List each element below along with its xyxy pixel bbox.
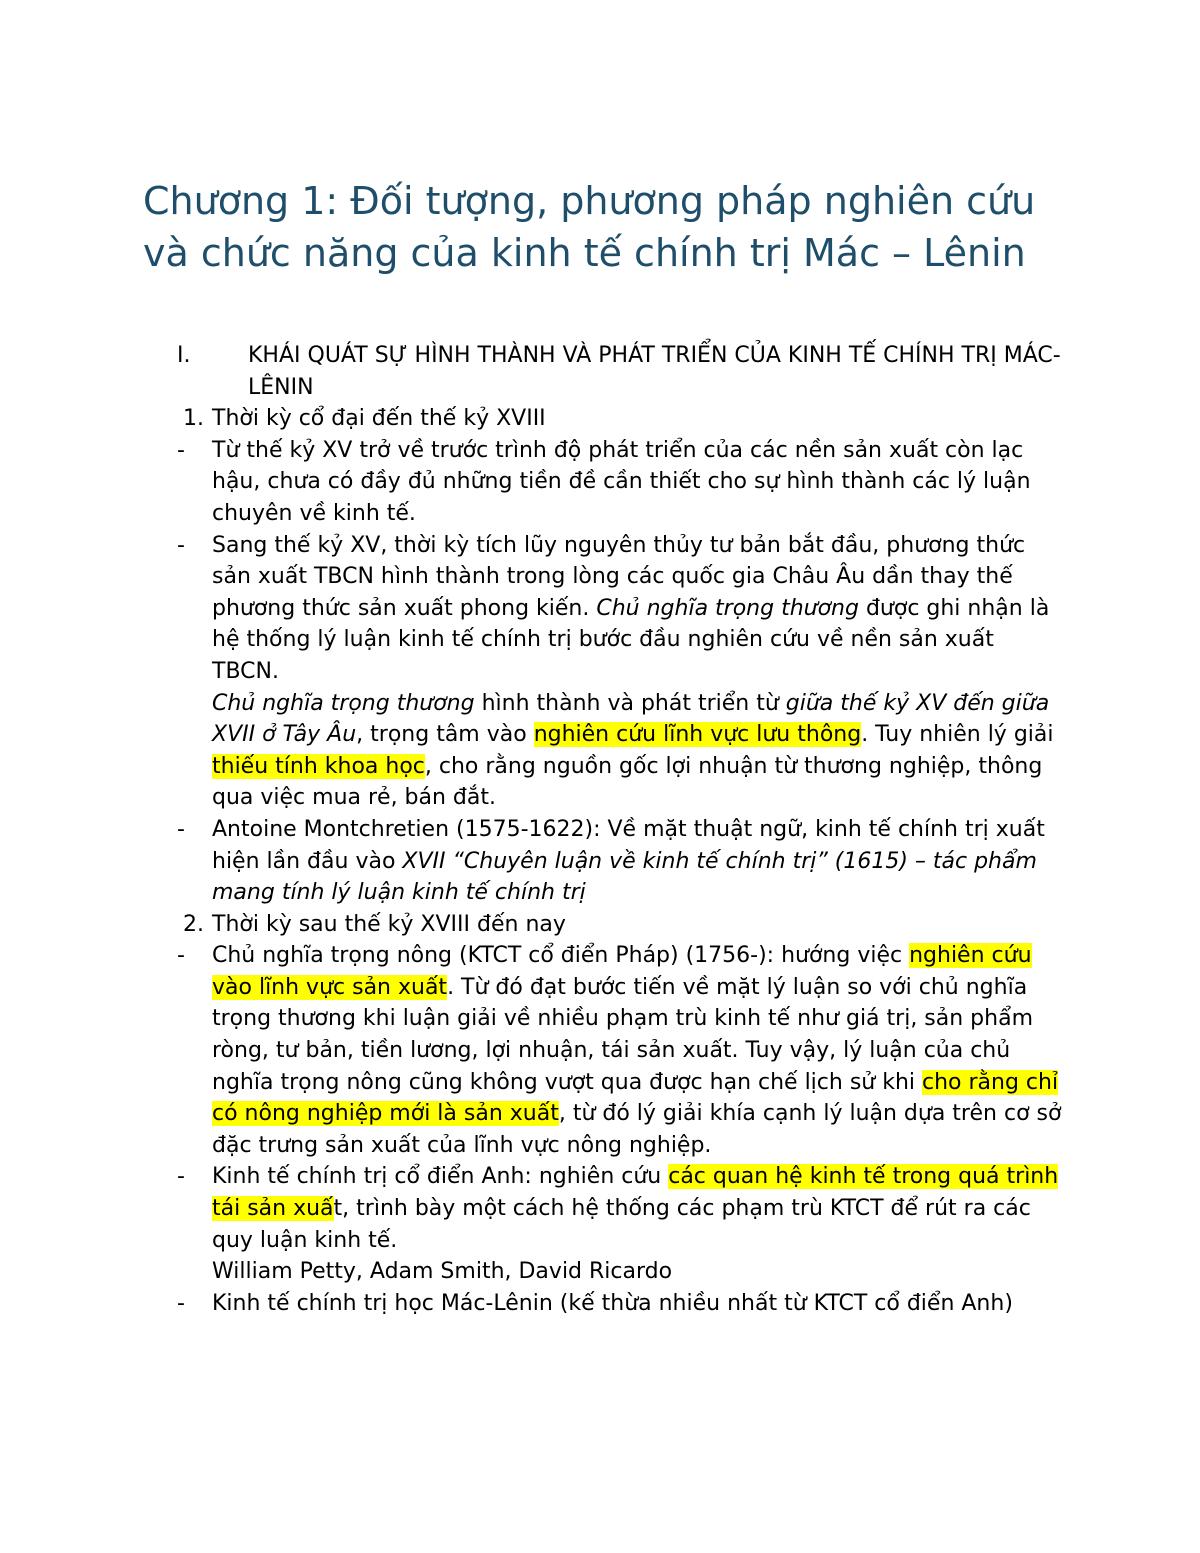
section-heading-1 bbox=[0, 340, 1200, 403]
dash-bullet: - bbox=[177, 816, 185, 842]
highlighted-text: các quan hệ kinh tế trong quá trình tái sản xuấ bbox=[212, 1164, 1059, 1222]
dash-bullet: - bbox=[177, 532, 185, 558]
bullet-text: Kinh tế chính trị học Mác-Lênin (kế thừa nhiều nhất từ KTCT cổ điển Anh) bbox=[212, 1290, 1013, 1316]
bullet-text bbox=[212, 1161, 1062, 1256]
text-run: , từ đó lý giải khía cạnh lý luận dựa trên cơ sở đặc trưng sản xuất của lĩnh vực nông nghiệp. bbox=[212, 1101, 1062, 1158]
italic-term: Chủ nghĩa trọng thương bbox=[212, 690, 475, 716]
bullet-text bbox=[212, 940, 1062, 1161]
text-run: được ghi nhận là hệ thống lý luận kinh tế chính trị bước đầu nghiên cứu về nền sản xuất TBCN. bbox=[212, 595, 1050, 684]
numbered-item-text: Thời kỳ sau thế kỷ XVIII đến nay bbox=[212, 911, 566, 937]
highlighted-text: cho rằng chỉ có nông nghiệp mới là sản xuất bbox=[212, 1069, 1059, 1127]
highlighted-text: nghiên cứu vào lĩnh vực sản xuất bbox=[212, 943, 1032, 1000]
bullet-text: Từ thế kỷ XV trở về trước trình độ phát triển của các nền sản xuất còn lạc hậu, chưa có đầy đủ những tiền đề cần thiết cho sự hình thành các lý luận chuyên về kinh tế. bbox=[212, 437, 1031, 526]
italic-term: XVII “Chuyên luận về kinh tế chính trị” (1615) – tác phẩm mang tính lý luận kinh tế chính trị bbox=[212, 848, 1037, 906]
continuation-paragraph bbox=[0, 1256, 1200, 1288]
highlighted-text: thiếu tính khoa học bbox=[212, 753, 425, 779]
section-heading-text: KHÁI QUÁT SỰ HÌNH THÀNH VÀ PHÁT TRIỂN CỦA KINH TẾ CHÍNH TRỊ MÁC-LÊNIN bbox=[248, 343, 1061, 400]
text-run: Kinh tế chính trị cổ điển Anh: nghiên cứu bbox=[212, 1164, 669, 1190]
text-run: , trọng tâm vào bbox=[356, 722, 534, 748]
dash-bullet: - bbox=[177, 943, 185, 969]
document-body bbox=[0, 340, 1200, 1319]
page-title: Chương 1: Đối tượng, phương pháp nghiên cứu và chức năng của kinh tế chính trị Mác – Lênin bbox=[143, 179, 1036, 275]
text-run: Antoine Montchretien (1575-1622): Về mặt thuật ngữ, kinh tế chính trị xuất hiện lần đầu vào bbox=[212, 816, 1045, 874]
text-run: . Tuy nhiên lý giải bbox=[861, 722, 1054, 748]
numbered-item-2 bbox=[0, 909, 1200, 941]
numbered-item-1 bbox=[0, 403, 1200, 435]
numbered-item-text: Thời kỳ cổ đại đến thế kỷ XVIII bbox=[212, 406, 546, 432]
text-run: t, trình bày một cách hệ thống các phạm trù KTCT để rút ra các quy luận kinh tế. bbox=[212, 1196, 1031, 1253]
text-run: . Từ đó đạt bước tiến về mặt lý luận so với chủ nghĩa trọng thương khi luận giải về nhiều phạm trù kinh tế như giá trị, sản phẩm ròng, tư bản, tiền lương, lợi nhuận, tái sản xuất. Tuy vậy, lý luận của chủ nghĩa trọng nông cũng không vượt qua được hạn chế lịch sử khi bbox=[212, 974, 1034, 1095]
text-run: hình thành và phát triển từ bbox=[474, 690, 786, 716]
roman-numeral: I. bbox=[177, 343, 191, 368]
bullet-item bbox=[0, 1161, 1200, 1256]
bullet-item bbox=[0, 1288, 1200, 1320]
dash-bullet: - bbox=[177, 437, 185, 463]
bullet-text bbox=[212, 814, 1062, 909]
bullet-text bbox=[212, 530, 1062, 688]
bullet-item bbox=[0, 435, 1200, 530]
bullet-item bbox=[0, 530, 1200, 688]
bullet-item bbox=[0, 814, 1200, 909]
text-run: , cho rằng nguồn gốc lợi nhuận từ thương nghiệp, thông qua việc mua rẻ, bán đắt. bbox=[212, 753, 1043, 811]
continuation-paragraph bbox=[0, 688, 1200, 814]
dash-bullet: - bbox=[177, 1164, 185, 1190]
italic-term: giữa thế kỷ XV đến giữa XVII ở Tây Âu bbox=[212, 690, 1050, 748]
text-run: Sang thế kỷ XV, thời kỳ tích lũy nguyên thủy tư bản bắt đầu, phương thức sản xuất TBCN hình thành trong lòng các quốc gia Châu Âu dần thay thế phương thức sản xuất phong kiến. bbox=[212, 532, 1026, 621]
text-run: Chủ nghĩa trọng nông (KTCT cổ điển Pháp) (1756-): hướng việc bbox=[212, 943, 910, 969]
paragraph-text bbox=[212, 688, 1062, 814]
bullet-item bbox=[0, 940, 1200, 1161]
list-number: 2. bbox=[183, 911, 204, 937]
list-number: 1. bbox=[183, 406, 204, 432]
highlighted-text: nghiên cứu lĩnh vực lưu thông bbox=[533, 722, 862, 748]
italic-term: Chủ nghĩa trọng thương bbox=[596, 595, 859, 621]
dash-bullet: - bbox=[177, 1290, 185, 1316]
economists-list: William Petty, Adam Smith, David Ricardo bbox=[212, 1259, 673, 1285]
